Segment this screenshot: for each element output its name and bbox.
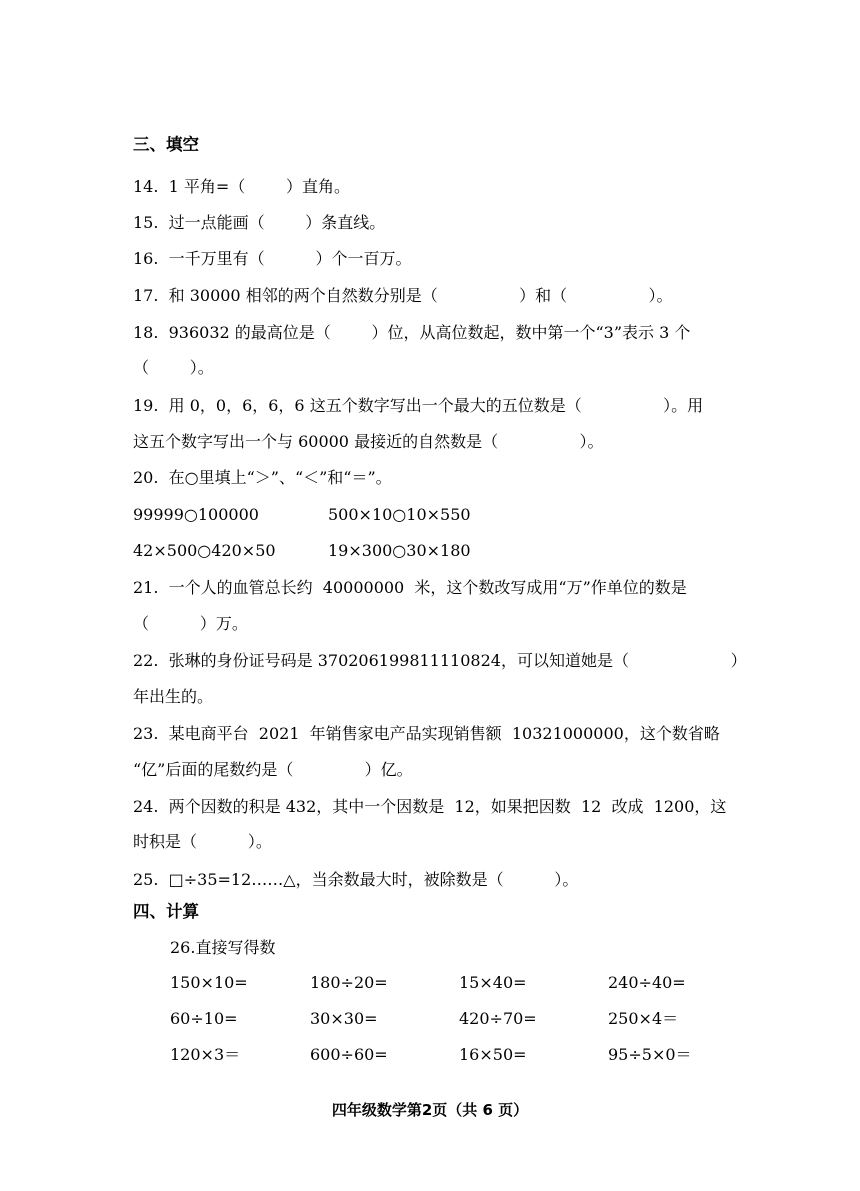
calc-item: 240÷40= — [608, 973, 686, 992]
question-26-title: 26.直接写得数 — [170, 938, 276, 957]
calc-item: 250×4＝ — [608, 1009, 679, 1028]
compare-item: 42×500○420×50 — [133, 541, 276, 560]
question-21-line1: 21. 一个人的血管总长约 40000000 米，这个数改写成用“万”作单位的数是 — [133, 578, 687, 597]
calc-item: 95÷5×0＝ — [608, 1045, 692, 1064]
calc-item: 420÷70= — [459, 1009, 537, 1028]
question-25: 25. □÷35=12……△，当余数最大时，被除数是（ ）。 — [133, 870, 579, 889]
calc-item: 15×40= — [459, 973, 527, 992]
question-18-line2: （ ）。 — [133, 358, 214, 377]
question-20: 20. 在○里填上“＞”、“＜”和“＝”。 — [133, 468, 392, 487]
question-14: 14. 1 平角=（ ）直角。 — [133, 177, 350, 196]
calc-item: 180÷20= — [310, 973, 388, 992]
question-16: 16. 一千万里有（ ）个一百万。 — [133, 249, 412, 268]
question-22-line2: 年出生的。 — [133, 687, 214, 706]
section-four-heading: 四、计算 — [133, 902, 199, 921]
question-23-line2: “亿”后面的尾数约是（ ）亿。 — [133, 760, 413, 779]
calc-item: 16×50= — [459, 1045, 527, 1064]
calc-item: 30×30= — [310, 1009, 378, 1028]
calc-item: 60÷10= — [170, 1009, 238, 1028]
question-24-line2: 时积是（ ）。 — [133, 832, 272, 851]
calc-item: 120×3＝ — [170, 1045, 241, 1064]
compare-item: 19×300○30×180 — [328, 541, 471, 560]
compare-item: 500×10○10×550 — [328, 505, 471, 524]
question-18-line1: 18. 936032 的最高位是（ ）位，从高位数起，数中第一个“3”表示 3 个 — [133, 323, 691, 342]
question-23-line1: 23. 某电商平台 2021 年销售家电产品实现销售额 10321000000，这个数省略 — [133, 724, 720, 743]
question-21-line2: （ ）万。 — [133, 614, 248, 633]
calc-item: 600÷60= — [310, 1045, 388, 1064]
section-three-heading: 三、填空 — [133, 135, 199, 154]
calc-item: 150×10= — [170, 973, 248, 992]
question-17: 17. 和 30000 相邻的两个自然数分别是（ ）和（ ）。 — [133, 286, 673, 305]
question-19-line2: 这五个数字写出一个与 60000 最接近的自然数是（ ）。 — [133, 432, 604, 451]
page-footer: 四年级数学第2页（共 6 页） — [331, 1101, 529, 1119]
compare-item: 99999○100000 — [133, 505, 259, 524]
question-22-line1: 22. 张琳的身份证号码是 370206199811110824，可以知道她是（ ） — [133, 651, 747, 670]
question-19-line1: 19. 用 0，0，6，6，6 这五个数字写出一个最大的五位数是（ ）。用 — [133, 396, 704, 415]
question-24-line1: 24. 两个因数的积是 432，其中一个因数是 12，如果把因数 12 改成 1200，这 — [133, 797, 727, 816]
question-15: 15. 过一点能画（ ）条直线。 — [133, 213, 386, 232]
